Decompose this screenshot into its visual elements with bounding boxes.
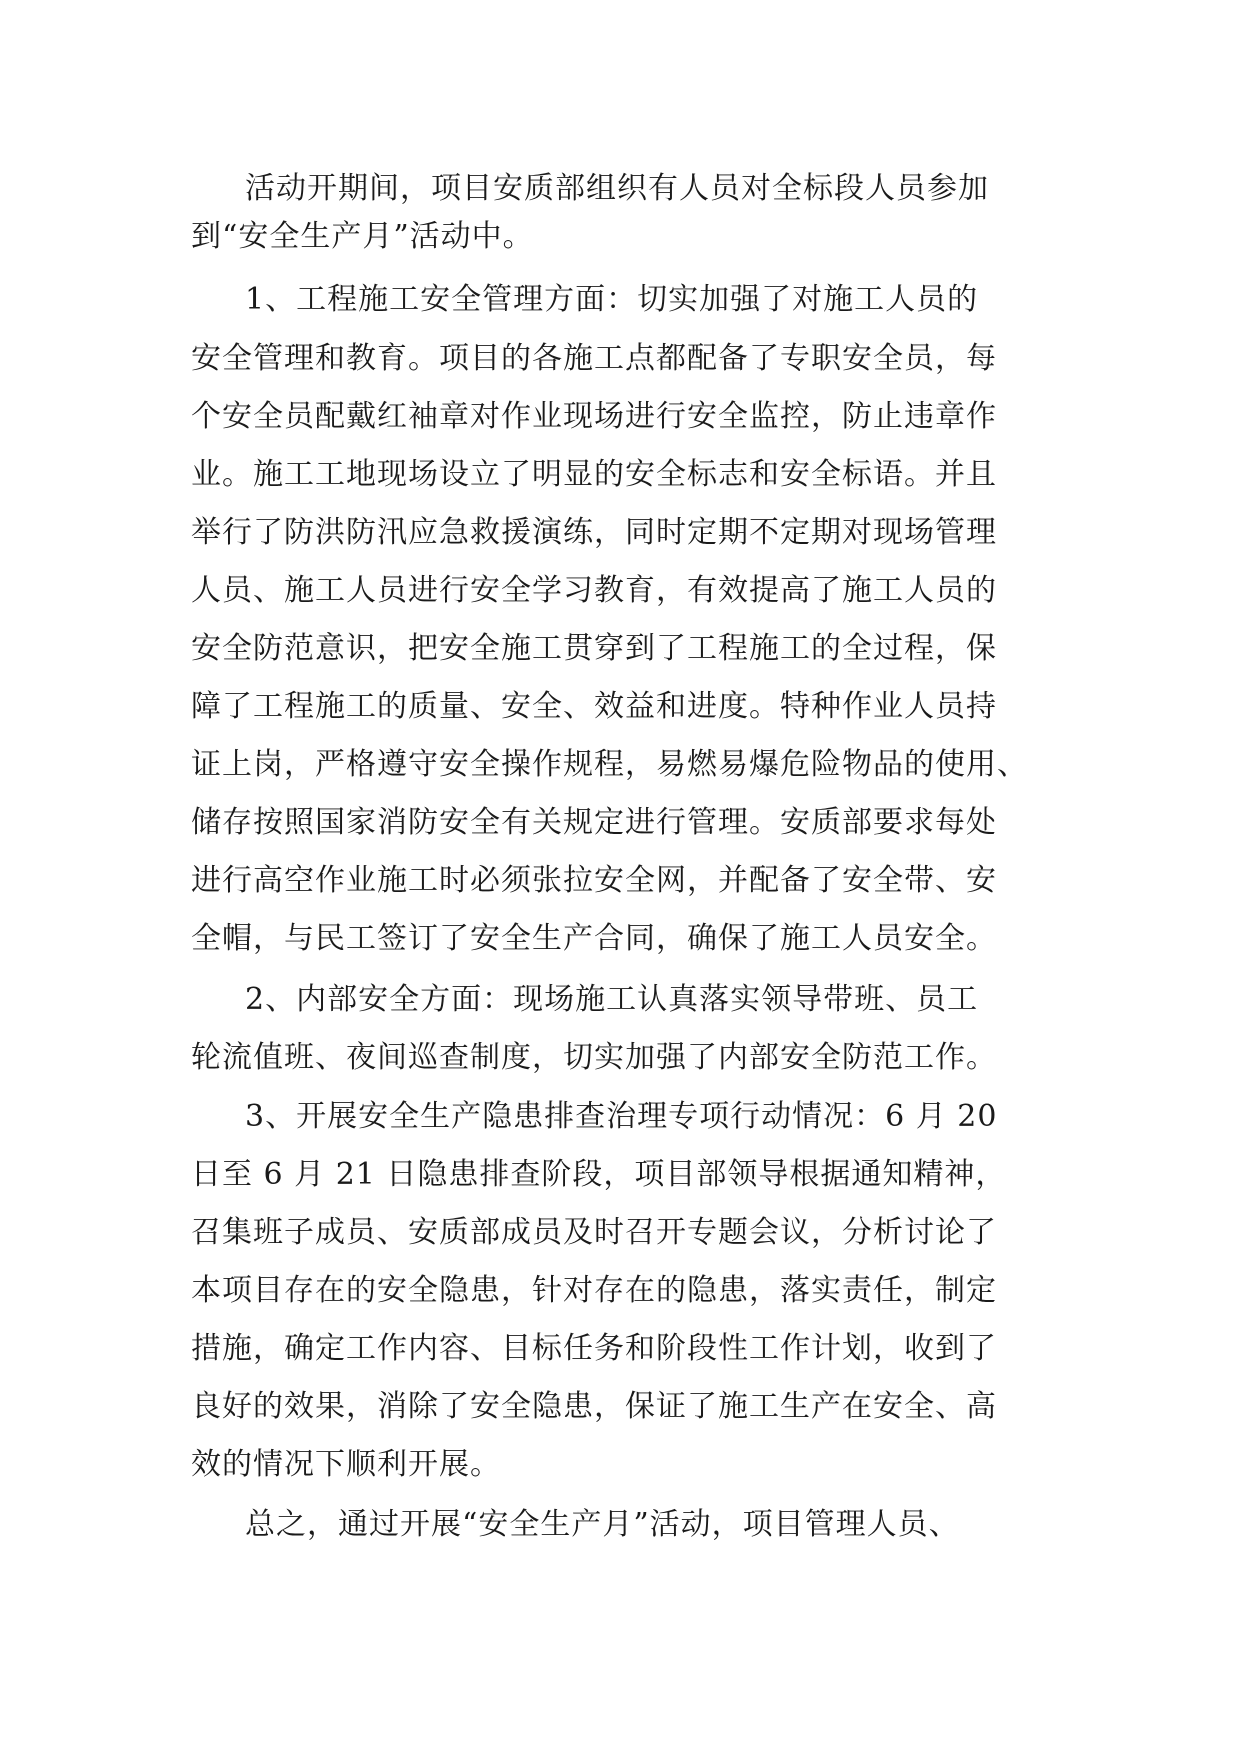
text-line: 安全防范意识，把安全施工贯穿到了工程施工的全过程，保 — [191, 631, 997, 666]
text-line: 轮流值班、夜间巡查制度，切实加强了内部安全防范工作。 — [191, 1040, 997, 1075]
text-line: 效的情况下顺利开展。 — [191, 1447, 501, 1482]
text-line: 障了工程施工的质量、安全、效益和进度。特种作业人员持 — [191, 689, 997, 724]
text-line: 良好的效果，消除了安全隐患，保证了施工生产在安全、高 — [191, 1389, 997, 1424]
text-line: 1、工程施工安全管理方面：切实加强了对施工人员的 — [245, 282, 979, 317]
text-line: 2、内部安全方面：现场施工认真落实领导带班、员工 — [245, 982, 979, 1017]
text-line: 全帽，与民工签订了安全生产合同，确保了施工人员安全。 — [191, 921, 997, 956]
text-line: 个安全员配戴红袖章对作业现场进行安全监控，防止违章作 — [191, 399, 997, 434]
text-line: 活动开期间，项目安质部组织有人员对全标段人员参加 — [245, 171, 989, 206]
text-line: 本项目存在的安全隐患，针对存在的隐患，落实责任，制定 — [191, 1273, 997, 1308]
text-line: 总之，通过开展“安全生产月”活动，项目管理人员、 — [245, 1507, 960, 1542]
text-line: 召集班子成员、安质部成员及时召开专题会议，分析讨论了 — [191, 1215, 997, 1250]
text-line: 日至 6 月 21 日隐患排查阶段，项目部领导根据通知精神， — [191, 1157, 1007, 1192]
text-line: 措施，确定工作内容、目标任务和阶段性工作计划，收到了 — [191, 1331, 997, 1366]
text-line: 业。施工工地现场设立了明显的安全标志和安全标语。并且 — [191, 457, 997, 492]
text-line: 到“安全生产月”活动中。 — [191, 219, 534, 254]
text-line: 3、开展安全生产隐患排查治理专项行动情况：6 月 20 — [245, 1099, 998, 1134]
text-line: 储存按照国家消防安全有关规定进行管理。安质部要求每处 — [191, 805, 997, 840]
text-line: 安全管理和教育。项目的各施工点都配备了专职安全员，每 — [191, 341, 997, 376]
text-line: 证上岗，严格遵守安全操作规程，易燃易爆危险物品的使用、 — [191, 747, 1028, 782]
text-line: 进行高空作业施工时必须张拉安全网，并配备了安全带、安 — [191, 863, 997, 898]
text-line: 举行了防洪防汛应急救援演练，同时定期不定期对现场管理 — [191, 515, 997, 550]
text-line: 人员、施工人员进行安全学习教育，有效提高了施工人员的 — [191, 573, 997, 608]
